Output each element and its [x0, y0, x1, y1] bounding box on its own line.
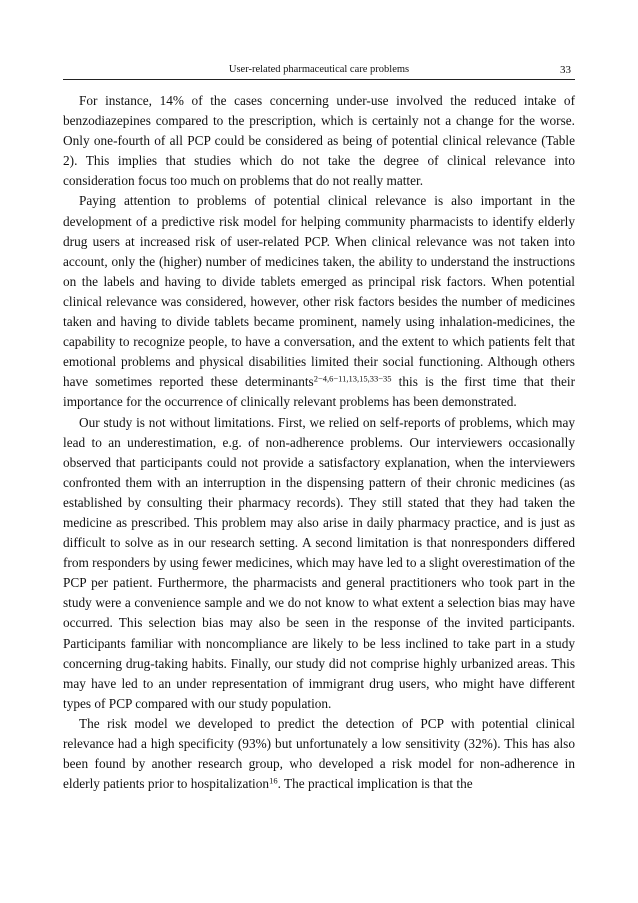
- paragraph-text: For instance, 14% of the cases concerning under-use involved the reduced intake of benzodiazepines compared to the prescription, which is certainly not a change for the worse. Only one-fourth of all PCP could be considered as being of potential clinical relevance (Table 2). This implies that studies which do not take the degree of clinical relevance into consideration focus too much on problems that do not really matter.: [63, 93, 575, 189]
- paragraph-text: The risk model we developed to predict the detection of PCP with potential clinical relevance had a high specificity (93%) but unfortunately a low sensitivity (32%). This has also been found by another research group, who developed a risk model for non-adherence in elderly patients prior to hospitalization: [63, 715, 575, 792]
- citation-superscript: 16: [269, 775, 278, 786]
- paragraph: [63, 413, 575, 714]
- page-number: 33: [560, 64, 571, 76]
- paragraph: [63, 91, 575, 191]
- paragraph-text: . The practical implication is that the: [277, 776, 473, 792]
- paragraph-text: Our study is not without limitations. First, we relied on self-reports of problems, which may lead to an underestimation, e.g. of non-adherence problems. Our interviewers occasionally observed that participants could not provide a satisfactory explanation, when the interviewers confronted them with an interruption in the dispensing pattern of their chronic medicines (as established by consulting their pharmacy records). They still stated that they had taken the medicine as prescribed. This problem may also arise in daily pharmacy practice, and is just as difficult to solve as in our research setting. A second limitation is that nonresponders differed from responders by using fewer medicines, which may have led to a slight overestimation of the PCP per patient. Furthermore, the pharmacists and general practitioners who took part in the study were a convenience sample and we do not know to what extent a selection bias may have occurred. This selection bias may also be seen in the response of the invited participants. Participants familiar with noncompliance are likely to be less inclined to take part in a study concerning drug-taking habits. Finally, our study did not comprise highly urbanized areas. This may have led to an under representation of immigrant drug users, who might have different types of PCP compared with our study population.: [63, 414, 575, 711]
- running-title: User-related pharmaceutical care problems: [228, 64, 410, 75]
- citation-superscript: 2−4,6−11,13,15,33−35: [313, 373, 392, 384]
- paragraph: [63, 191, 575, 412]
- paragraph-text: this is the first time that their importance for the occurrence of clinically relevant problems has been demonstrated.: [63, 374, 575, 410]
- body-text: [63, 91, 575, 794]
- running-header: [63, 63, 575, 80]
- paragraph: [63, 714, 575, 794]
- paragraph-text: Paying attention to problems of potential clinical relevance is also important in the development of a predictive risk model for helping community pharmacists to identify elderly drug users at increased risk of user-related PCP. When clinical relevance was not taken into account, only the (higher) number of medicines taken, the ability to understand the instructions on the labels and having to divide tablets emerged as principal risk factors. When potential clinical relevance was considered, however, other risk factors besides the number of medicines taken and having to divide tablets became prominent, namely using inhalation-medicines, the capability to recognize people, to have a conversation, and the extent to which patients felt that emotional problems and physical disabilities limited their social functioning. Although others have sometimes reported these determinants: [63, 193, 575, 390]
